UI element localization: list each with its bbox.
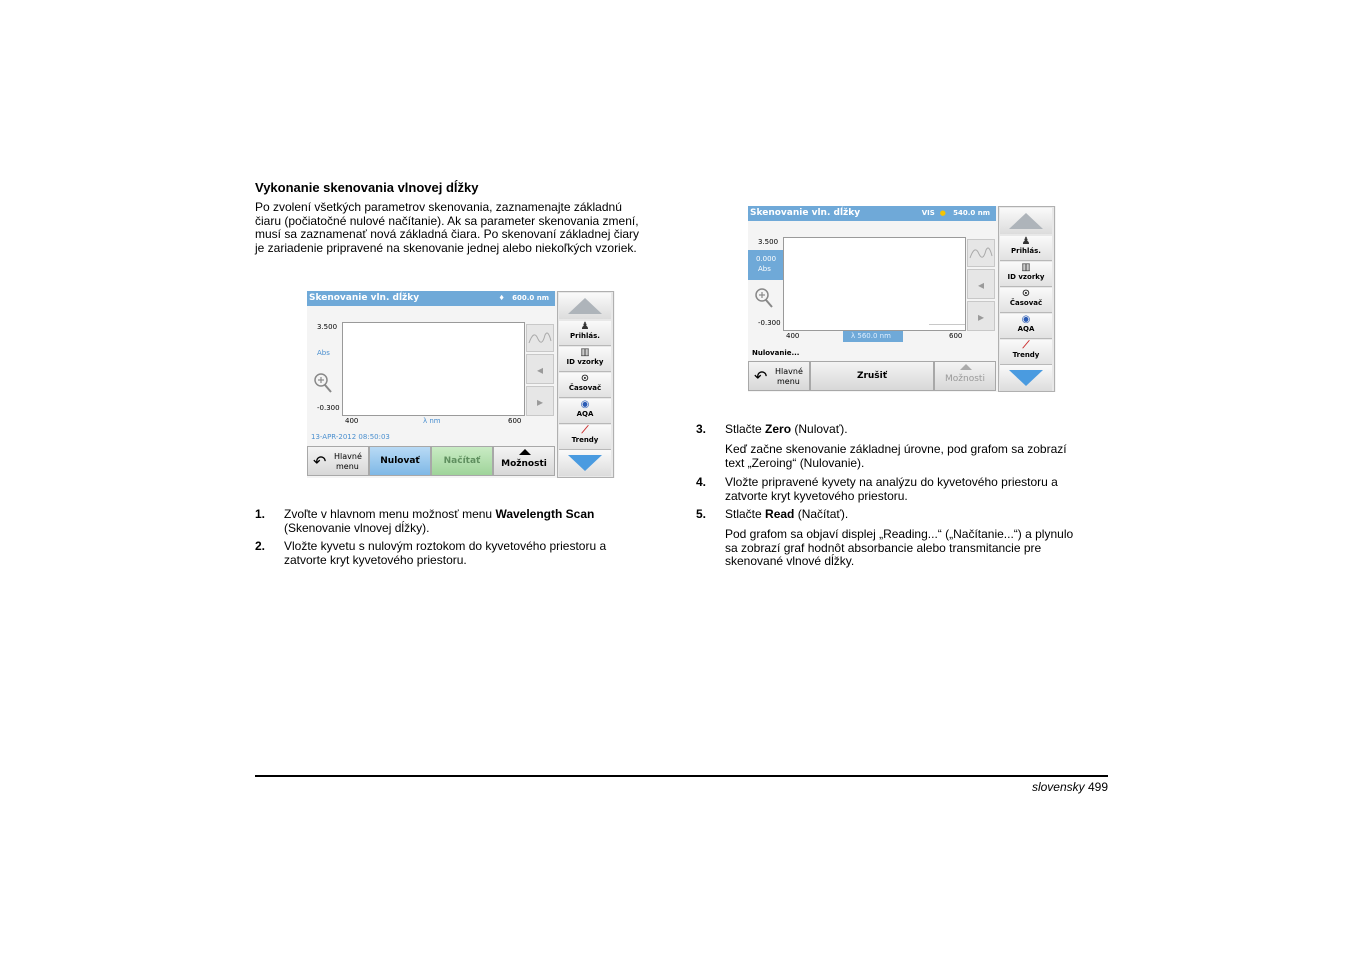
trends-button[interactable] [559, 425, 611, 450]
intro-line: je zariadenie pripravené na skenovanie jednej alebo niekoľkých vzoriek. [255, 240, 637, 255]
x-min-label: 400 [345, 417, 359, 425]
page-number: 499 [1087, 780, 1108, 794]
main-menu-label-1: Hlavné [775, 367, 803, 376]
step-text-part: Zvoľte v hlavnom menu možnosť menu [284, 507, 496, 521]
footer-language: slovensky [1031, 780, 1085, 794]
timer-label: Časovač [568, 384, 602, 392]
screen-wavelength-scan-2 [748, 206, 1056, 392]
step-text [284, 540, 644, 567]
step-2 [255, 540, 655, 570]
main-menu-label-1: Hlavné [334, 452, 362, 461]
step-text-part: (Nulovať). [791, 422, 848, 436]
intro-line: musí sa zaznamenať nová základná čiara. Po skenovaní základnej čiary [255, 227, 640, 242]
lamp-icon: ● [939, 209, 946, 217]
back-arrow-icon: ↶ [754, 367, 768, 386]
page-footer [1032, 780, 1108, 794]
screen-wavelength-scan-1 [307, 291, 615, 478]
scroll-down-button[interactable] [559, 450, 611, 476]
arrow-up-icon [1009, 213, 1043, 229]
intro-paragraph [255, 201, 675, 255]
key-name: Read [765, 507, 795, 521]
arrow-down-icon [1009, 370, 1043, 386]
person-icon: ♟ [1021, 236, 1031, 247]
step-text-part: zatvorte kryt kyvetového priestoru. [284, 552, 467, 567]
person-icon: ♟ [580, 321, 590, 332]
step-text [725, 476, 1085, 503]
side-toolbar [557, 291, 614, 478]
aqa-button[interactable] [559, 399, 611, 424]
scan-graph [783, 237, 966, 331]
aqa-button[interactable] [1000, 314, 1052, 339]
y-cursor-highlight [748, 250, 783, 280]
step-5-note [725, 528, 1110, 569]
login-button[interactable] [1000, 236, 1052, 261]
screen-title-bar [748, 206, 996, 221]
trend-chart-icon: ⟋ [581, 425, 589, 436]
options-up-icon [519, 449, 531, 455]
step-3 [696, 423, 1096, 439]
screen-title-bar [307, 291, 555, 306]
read-button[interactable]: Načítať [431, 446, 493, 476]
back-arrow-icon: ↶ [313, 452, 327, 471]
step-text-part: (Načítať). [794, 507, 849, 521]
x-max-label: 600 [508, 417, 522, 425]
step-number: 2. [255, 539, 266, 553]
x-cursor-highlight [843, 331, 903, 342]
login-button[interactable] [559, 321, 611, 346]
y-min-label: -0.300 [317, 404, 340, 412]
step-number: 5. [696, 507, 707, 521]
step-number: 1. [255, 507, 266, 521]
step-4 [696, 476, 1096, 506]
y-min-label: -0.300 [758, 319, 781, 327]
sample-id-button[interactable] [1000, 262, 1052, 287]
options-button[interactable] [934, 361, 996, 391]
wavelength-readout [499, 291, 549, 306]
y-unit-label: Abs [758, 265, 771, 273]
y-unit-label: Abs [317, 349, 330, 357]
main-menu-label-2: menu [336, 462, 359, 471]
zoom-icon[interactable] [754, 287, 774, 309]
screen-title: Skenovanie vln. dĺžky [750, 208, 861, 218]
arrow-down-icon [568, 455, 602, 471]
key-name: Zero [765, 422, 792, 436]
cursor-left-icon[interactable]: ◂ [967, 269, 995, 299]
note-line: Pod grafom sa objaví displej „Reading...“ („Načítanie...“) a plynulo [725, 527, 1074, 541]
trends-button[interactable] [1000, 340, 1052, 365]
step-number: 4. [696, 475, 707, 489]
vis-label: VIS [921, 209, 935, 217]
aqa-icon: ◉ [1021, 314, 1031, 325]
timestamp: 13-APR-2012 08:50:03 [311, 433, 390, 441]
sample-id-label: ID vzorky [566, 358, 604, 366]
sample-id-label: ID vzorky [1007, 273, 1045, 281]
step-text-part: (Skenovanie vlnovej dĺžky). [284, 520, 430, 535]
step-1 [255, 508, 655, 538]
cancel-button[interactable]: Zrušiť [810, 361, 934, 391]
trends-label: Trendy [571, 436, 599, 444]
step-3-note [725, 443, 1110, 470]
wavelength-value: 540.0 nm [953, 209, 990, 217]
note-line: skenované vlnové dĺžky. [725, 554, 855, 569]
trend-chart-icon: ⟋ [1022, 340, 1030, 351]
vial-icon: ▥ [580, 347, 590, 358]
vial-icon: ▥ [1021, 262, 1031, 273]
lamp-icon: ♦ [498, 294, 505, 302]
login-label: Prihlás. [1011, 247, 1041, 255]
step-5 [696, 508, 1096, 524]
trends-label: Trendy [1012, 351, 1040, 359]
step-text [725, 508, 1085, 522]
step-text [284, 508, 644, 535]
scroll-up-button[interactable] [559, 293, 611, 319]
options-button[interactable] [493, 446, 555, 476]
cursor-left-icon[interactable]: ◂ [526, 354, 554, 384]
scroll-up-button[interactable] [1000, 208, 1052, 234]
step-text-part: Vložte pripravené kyvety na analýzu do kyvetového priestoru a [725, 475, 1058, 489]
timer-button[interactable] [559, 373, 611, 398]
zoom-icon[interactable] [313, 372, 333, 394]
timer-label: Časovač [1009, 299, 1043, 307]
y-max-label: 3.500 [758, 238, 779, 246]
step-text-part: Stlačte [725, 422, 766, 436]
x-max-label: 600 [949, 332, 963, 340]
section-heading: Vykonanie skenovania vlnovej dĺžky [255, 180, 479, 195]
sample-id-button[interactable] [559, 347, 611, 372]
graph-view-tool[interactable] [967, 239, 995, 267]
cursor-right-icon[interactable]: ▸ [967, 301, 995, 331]
login-label: Prihlás. [570, 332, 600, 340]
intro-line: čiaru (počiatočné nulové načítanie). Ak sa parameter skenovania zmení, [255, 213, 639, 228]
baseline-line [929, 324, 965, 325]
scan-graph [342, 322, 525, 416]
y-current-value: 0.000 [756, 255, 777, 263]
main-menu-button[interactable] [307, 446, 369, 476]
aqa-label: AQA [576, 410, 594, 418]
intro-line: Po zvolení všetkých parametrov skenovania, zaznamenajte základnú [255, 200, 622, 214]
note-line: sa zobrazí graf hodnôt absorbancie alebo transmitancie pre [725, 540, 1042, 555]
side-toolbar [998, 206, 1055, 392]
options-label: Možnosti [501, 459, 547, 469]
zero-button[interactable]: Nulovať [369, 446, 431, 476]
menu-name: Wavelength Scan [495, 507, 595, 521]
step-number: 3. [696, 422, 707, 436]
timer-icon: ⊙ [1021, 288, 1031, 299]
aqa-label: AQA [1017, 325, 1035, 333]
x-unit-label: λ nm [423, 417, 441, 425]
x-current-value: λ 560.0 nm [851, 332, 891, 340]
scroll-down-button[interactable] [1000, 365, 1052, 391]
step-text-part: zatvorte kryt kyvetového priestoru. [725, 488, 908, 503]
note-line: text „Zeroing“ (Nulovanie). [725, 455, 865, 470]
footer-rule [255, 775, 1108, 777]
step-text-part: Vložte kyvetu s nulovým roztokom do kyvetového priestoru a [284, 539, 607, 553]
graph-view-tool[interactable] [526, 324, 554, 352]
main-menu-button[interactable] [748, 361, 810, 391]
step-text [725, 423, 1085, 437]
x-min-label: 400 [786, 332, 800, 340]
step-text-part: Stlačte [725, 507, 766, 521]
wavelength-readout [922, 206, 990, 221]
options-up-icon [960, 364, 972, 370]
y-max-label: 3.500 [317, 323, 338, 331]
status-text: Nulovanie... [752, 349, 800, 357]
timer-icon: ⊙ [580, 373, 590, 384]
note-line: Keď začne skenovanie základnej úrovne, pod grafom sa zobrazí [725, 442, 1067, 456]
arrow-up-icon [568, 298, 602, 314]
screen-title: Skenovanie vln. dĺžky [309, 293, 420, 303]
options-label: Možnosti [945, 374, 985, 384]
timer-button[interactable] [1000, 288, 1052, 313]
aqa-icon: ◉ [580, 399, 590, 410]
wavelength-value: 600.0 nm [512, 294, 549, 302]
cursor-right-icon[interactable]: ▸ [526, 386, 554, 416]
main-menu-label-2: menu [777, 377, 800, 386]
